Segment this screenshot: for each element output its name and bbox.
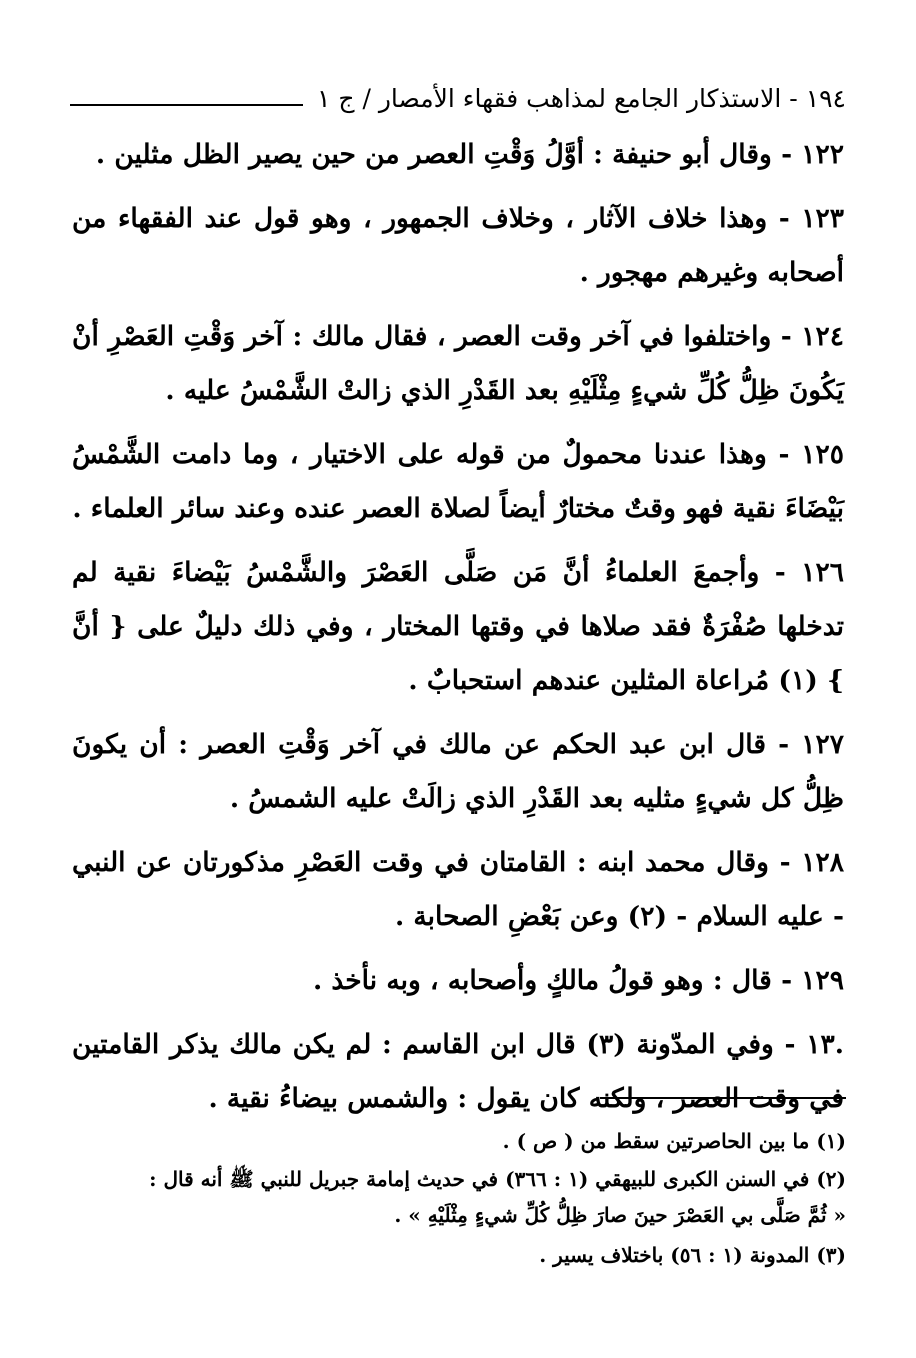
paragraph-number: ١٢٧ - <box>778 729 844 760</box>
paragraph <box>72 836 844 944</box>
header-title: ١٩٤ - الاستذكار الجامع لمذاهب فقهاء الأمصار / ج ١ <box>316 83 846 113</box>
footnote-continuation: « ثُمَّ صَلَّى بي العَصْرَ حينَ صارَ ظِلُّ كُلِّ شيءٍ مِثْلَيْهِ » . <box>394 1203 846 1227</box>
paragraph-number: ١٢٣ - <box>778 203 845 234</box>
footnotes <box>70 1122 846 1274</box>
paragraph <box>72 192 844 300</box>
footnote-separator <box>600 1097 846 1099</box>
paragraph-number: ١٢٦ - <box>774 557 844 588</box>
paragraph <box>72 718 844 826</box>
footnote: (١) ما بين الحاصرتين سقط من ( ص ) . <box>502 1129 846 1153</box>
paragraph-text: قال ابن عبد الحكم عن مالك في آخر وَقْتِ العصر : أن يكونَ ظِلُّ كل شيءٍ مثليه بعد القَدْرِ الذي زالَتْ عليه الشمسُ . <box>72 729 844 814</box>
footnote: (٢) في السنن الكبرى للبيهقي (١ : ٣٦٦) في حديث إمامة جبريل للنبي ﷺ أنه قال : <box>149 1167 846 1191</box>
paragraph <box>72 1018 844 1126</box>
paragraph-text: وهذا خلاف الآثار ، وخلاف الجمهور ، وهو قول عند الفقهاء من أصحابه وغيرهم مهجور . <box>72 203 844 288</box>
footnote: (٣) المدونة (١ : ٥٦) باختلاف يسير . <box>539 1243 846 1267</box>
paragraph-text: وقال محمد ابنه : القامتان في وقت العَصْرِ مذكورتان عن النبي - عليه السلام - (٢) وعن بَعْضِ الصحابة . <box>72 847 844 932</box>
paragraph-text: وهذا عندنا محمولٌ من قوله على الاختيار ، وما دامت الشَّمْسُ بَيْضَاءَ نقية فهو وقتٌ مختارٌ أيضاً لصلاة العصر عنده وعند سائر العلماء . <box>72 439 844 524</box>
paragraph-number: ١٢٢ - <box>781 139 844 170</box>
main-text <box>72 128 844 1136</box>
paragraph <box>72 310 844 418</box>
paragraph-number: ١٢٩ - <box>781 965 844 996</box>
paragraph-text: وقال أبو حنيفة : أوَّلُ وَقْتِ العصر من حين يصير الظل مثلين . <box>95 139 772 170</box>
paragraph <box>72 428 844 536</box>
paragraph <box>72 954 844 1008</box>
page-header <box>70 78 846 118</box>
header-rule <box>70 104 303 106</box>
paragraph <box>72 128 844 182</box>
paragraph-text: وأجمعَ العلماءُ أنَّ مَن صَلَّى العَصْرَ والشَّمْسُ بَيْضاءَ نقية لم تدخلها صُفْرَةٌ فقد صلاها في وقتها المختار ، وفي ذلك دليلٌ على { أنَّ } (١) مُراعاة المثلين عندهم استحبابٌ . <box>72 557 844 696</box>
paragraph-text: وفي المدّونة (٣) قال ابن القاسم : لم يكن مالك يذكر القامتين في وقت العصر ، ولكنه كان يقول : والشمس بيضاءُ نقية . <box>72 1029 844 1114</box>
paragraph-number: ١٢٨ - <box>779 847 845 878</box>
paragraph-number: .١٣ - <box>784 1029 844 1060</box>
paragraph-number: ١٢٥ - <box>778 439 844 470</box>
paragraph-text: قال : وهو قولُ مالكٍ وأصحابه ، وبه نأخذ . <box>312 965 772 996</box>
paragraph-text: واختلفوا في آخر وقت العصر ، فقال مالك : آخر وَقْتِ العَصْرِ أنْ يَكُونَ ظِلُّ كُلِّ شيءٍ مِثْلَيْهِ بعد القَدْرِ الذي زالتْ الشَّمْسُ عليه . <box>72 321 844 406</box>
paragraph <box>72 546 844 708</box>
paragraph-number: ١٢٤ - <box>780 321 844 352</box>
